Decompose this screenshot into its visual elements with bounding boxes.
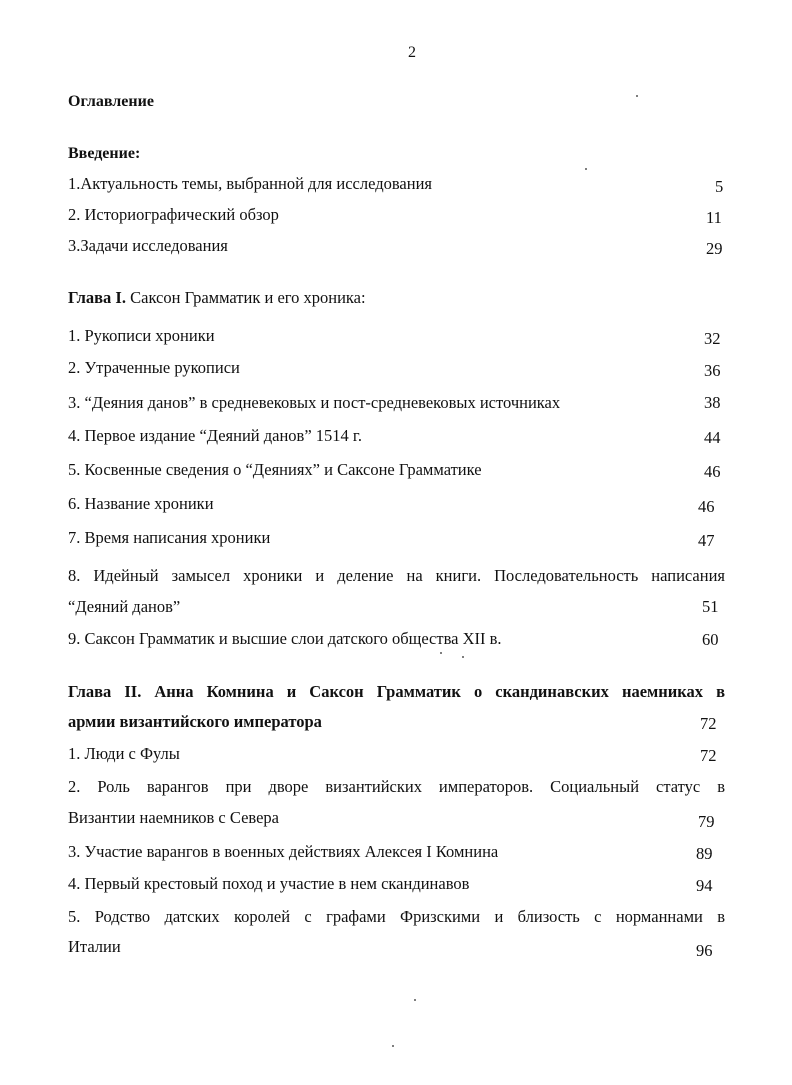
toc-entry-page: 79	[698, 812, 715, 831]
scan-speck	[585, 168, 587, 170]
toc-entry-text: 7. Время написания хроники	[68, 528, 271, 547]
toc-entry-intro-1	[68, 174, 725, 194]
toc-entry-ch2-2-cont	[68, 808, 725, 831]
toc-entry-text: 3.Задачи исследования	[68, 236, 228, 255]
toc-entry-intro-2	[68, 205, 725, 225]
toc-entry-ch1-9	[68, 629, 725, 649]
toc-entry-ch1-2	[68, 358, 725, 378]
toc-entry-text: 1. Люди с Фулы	[68, 744, 180, 763]
toc-entry-page: 47	[698, 531, 715, 550]
toc-entry-page: 11	[706, 208, 722, 227]
toc-entry-page: 72	[700, 714, 717, 733]
scan-speck	[392, 1045, 394, 1047]
toc-entry-text: 4. Первый крестовый поход и участие в нем скандинавов	[68, 874, 470, 893]
toc-entry-text-line1: 2. Роль варангов при дворе византийских императоров. Социальный статус в	[68, 777, 725, 796]
toc-entry-text: 1. Рукописи хроники	[68, 326, 215, 345]
toc-entry-ch1-5	[68, 460, 725, 480]
toc-entry-ch1-8-cont	[68, 597, 725, 617]
toc-entry-text: 3. “Деяния данов” в средневековых и пост-средневековых источниках	[68, 393, 561, 412]
toc-entry-ch1-7	[68, 528, 725, 548]
chapter1-heading	[68, 288, 725, 308]
toc-entry-text: 1.Актуальность темы, выбранной для исследования	[68, 174, 432, 193]
toc-entry-text: 6. Название хроники	[68, 494, 214, 513]
toc-entry-page: 29	[706, 239, 723, 258]
chapter1-title: Саксон Грамматик и его хроника:	[125, 288, 366, 307]
toc-entry-page: 51	[702, 597, 719, 616]
toc-entry-text: 2. Утраченные рукописи	[68, 358, 240, 377]
toc-entry-ch1-4	[68, 426, 725, 446]
toc-entry-text-line1: 8. Идейный замысел хроники и деление на книги. Последовательность написания	[68, 566, 725, 585]
chapter2-title-line2: армии византийского императора	[68, 712, 322, 731]
toc-entry-page: 94	[696, 876, 713, 895]
toc-entry-ch2-2	[68, 777, 725, 797]
toc-entry-ch2-1	[68, 744, 725, 764]
toc-entry-ch1-6	[68, 494, 725, 514]
toc-entry-page: 38	[704, 393, 721, 412]
toc-entry-text-line2: “Деяний данов”	[68, 597, 181, 616]
chapter2-heading	[68, 682, 725, 702]
toc-entry-page: 32	[704, 329, 721, 348]
toc-title: Оглавление	[68, 93, 154, 110]
toc-entry-page: 46	[704, 462, 721, 481]
scan-speck	[462, 656, 464, 658]
toc-entry-text: 2. Историографический обзор	[68, 205, 279, 224]
toc-entry-page: 89	[696, 844, 713, 863]
scan-speck	[440, 652, 442, 654]
toc-entry-page: 5	[715, 177, 724, 196]
intro-heading: Введение:	[68, 145, 141, 162]
toc-entry-ch2-4	[68, 874, 725, 894]
chapter1-label: Глава I.	[68, 288, 126, 307]
toc-entry-text: 3. Участие варангов в военных действиях Алексея I Комнина	[68, 842, 499, 861]
chapter2-heading-cont	[68, 712, 725, 732]
toc-entry-page: 44	[704, 428, 721, 447]
toc-entry-page: 72	[700, 746, 717, 765]
toc-entry-ch2-5	[68, 907, 725, 927]
chapter2-title-line1: Глава II. Анна Комнина и Саксон Грамматик о скандинавских наемниках в	[68, 682, 725, 701]
toc-entry-ch1-1	[68, 326, 725, 346]
toc-entry-ch2-5-cont	[68, 937, 725, 960]
toc-entry-text-line1: 5. Родство датских королей с графами Фризскими и близость с норманнами в	[68, 907, 725, 926]
toc-entry-text-line2: Италии	[68, 937, 121, 956]
toc-entry-ch1-8	[68, 566, 725, 586]
toc-entry-page: 96	[696, 941, 713, 960]
toc-entry-ch2-3	[68, 842, 725, 862]
toc-entry-text: 4. Первое издание “Деяний данов” 1514 г.	[68, 426, 362, 445]
toc-entry-text: 5. Косвенные сведения о “Деяниях” и Саксоне Грамматике	[68, 460, 482, 479]
toc-entry-page: 46	[698, 497, 715, 516]
toc-entry-text: 9. Саксон Грамматик и высшие слои датского общества XII в.	[68, 629, 502, 648]
toc-entry-page: 36	[704, 361, 721, 380]
toc-entry-intro-3	[68, 236, 725, 256]
toc-entry-page: 60	[702, 630, 719, 649]
toc-entry-text-line2: Византии наемников с Севера	[68, 808, 279, 827]
scan-speck	[636, 95, 638, 97]
page-number: 2	[408, 44, 416, 61]
toc-entry-ch1-3	[68, 393, 725, 413]
scan-speck	[414, 999, 416, 1001]
